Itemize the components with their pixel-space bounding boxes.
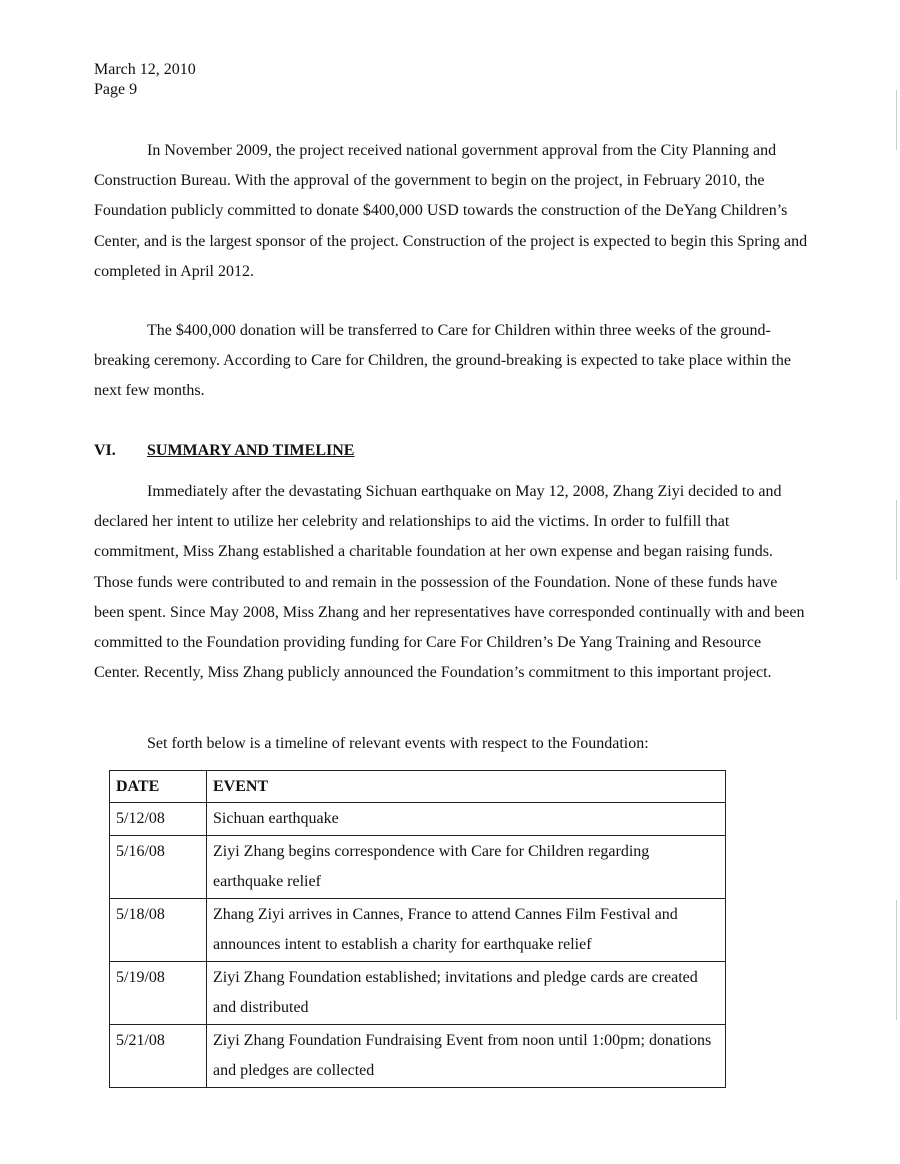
scan-edge-mark xyxy=(896,90,897,150)
paragraph-donation-transfer: The $400,000 donation will be transferred to Care for Children within three weeks of the ground-breaking ceremony. According to Care for Children, the ground-breaking is expected to take place within the next few months. xyxy=(94,322,791,400)
row-date: 5/21/08 xyxy=(110,1025,207,1088)
row-event: Sichuan earthquake xyxy=(207,803,726,836)
table-header-row xyxy=(110,771,726,803)
table-row xyxy=(110,836,726,899)
scan-edge-mark xyxy=(896,500,897,580)
scan-edge-mark xyxy=(896,900,897,1020)
header-date-cell: DATE xyxy=(110,771,207,803)
table-row xyxy=(110,1025,726,1088)
row-date: 5/12/08 xyxy=(110,803,207,836)
header-event-cell: EVENT xyxy=(207,771,726,803)
header-page-number: Page 9 xyxy=(94,81,138,98)
row-event: Ziyi Zhang Foundation Fundraising Event from noon until 1:00pm; donations and pledges are collected xyxy=(207,1025,726,1088)
timeline-intro: Set forth below is a timeline of relevant events with respect to the Foundation: xyxy=(147,735,649,752)
row-date: 5/19/08 xyxy=(110,962,207,1025)
paragraph-summary: Immediately after the devastating Sichuan earthquake on May 12, 2008, Zhang Ziyi decided to and declared her intent to utilize her celebrity and relationships to aid the victims. In order to fulfill that commitment, Miss Zhang established a charitable foundation at her own expense and began raising funds. Those funds were contributed to and remain in the possession of the Foundation. None of these funds have been spent. Since May 2008, Miss Zhang and her representatives have corresponded continually with and been committed to the Foundation providing funding for Care For Children’s De Yang Training and Resource Center. Recently, Miss Zhang publicly announced the Foundation’s commitment to this important project. xyxy=(94,483,805,682)
row-date: 5/16/08 xyxy=(110,836,207,899)
table-row xyxy=(110,962,726,1025)
row-event: Zhang Ziyi arrives in Cannes, France to attend Cannes Film Festival and announces intent to establish a charity for earthquake relief xyxy=(207,899,726,962)
row-date: 5/18/08 xyxy=(110,899,207,962)
header-date: March 12, 2010 xyxy=(94,61,196,78)
table-row xyxy=(110,899,726,962)
timeline-table xyxy=(109,770,726,1088)
paragraph-project-approval: In November 2009, the project received national government approval from the City Planning and Construction Bureau. With the approval of the government to begin on the project, in February 2010, the Foundation publicly committed to donate $400,000 USD towards the construction of the DeYang Children’s Center, and is the largest sponsor of the project. Construction of the project is expected to begin this Spring and completed in April 2012. xyxy=(94,142,808,280)
section-number: VI. xyxy=(94,442,116,459)
section-title: SUMMARY AND TIMELINE xyxy=(147,442,355,459)
row-event: Ziyi Zhang Foundation established; invitations and pledge cards are created and distributed xyxy=(207,962,726,1025)
table-row xyxy=(110,803,726,836)
section-heading xyxy=(94,440,354,462)
letter-header xyxy=(94,60,196,100)
row-event: Ziyi Zhang begins correspondence with Care for Children regarding earthquake relief xyxy=(207,836,726,899)
